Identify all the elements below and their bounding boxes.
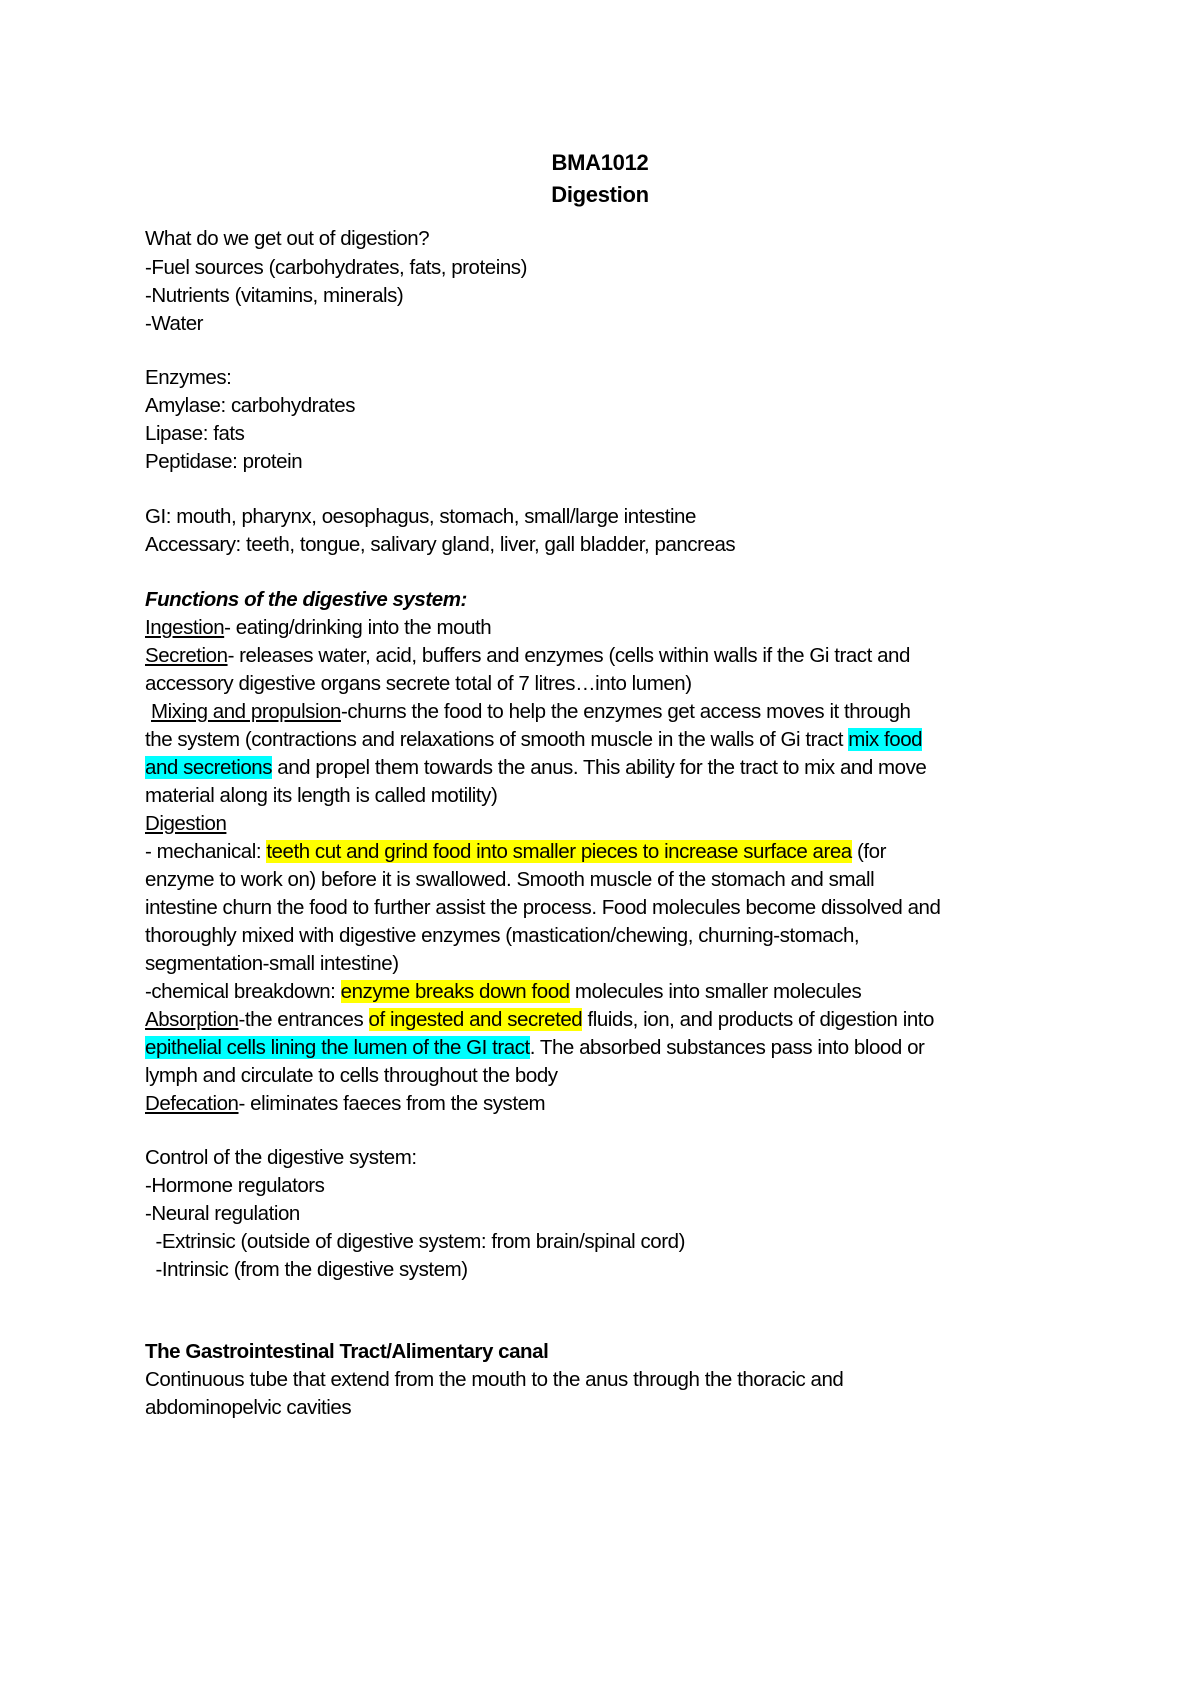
ingestion-term: Ingestion	[145, 616, 225, 639]
accessory-organs: Accessary: teeth, tongue, salivary gland, liver, gall bladder, pancreas	[145, 533, 736, 556]
control-item: -Intrinsic (from the digestive system)	[145, 1258, 468, 1281]
enzymes-heading: Enzymes:	[145, 366, 232, 389]
mixing-term: Mixing and propulsion	[151, 700, 341, 723]
enzyme-item: Peptidase: protein	[145, 450, 303, 473]
gi-organs: GI: mouth, pharynx, oesophagus, stomach, small/large intestine	[145, 505, 696, 528]
digestion-term: Digestion	[145, 812, 227, 835]
gi-tract-line: abdominopelvic cavities	[145, 1396, 352, 1419]
highlight-cyan: and secretions	[145, 756, 273, 779]
mixing-line	[145, 754, 926, 782]
defecation-line	[145, 1090, 545, 1118]
secretion-term: Secretion	[145, 644, 228, 667]
intro-question: What do we get out of digestion?	[145, 227, 430, 250]
control-item: -Hormone regulators	[145, 1174, 325, 1197]
digestion-line	[145, 838, 886, 866]
absorption-line	[145, 1034, 924, 1062]
gi-tract-heading: The Gastrointestinal Tract/Alimentary canal	[145, 1340, 549, 1363]
ingestion-line	[145, 614, 491, 642]
intro-item: -Nutrients (vitamins, minerals)	[145, 284, 404, 307]
ingestion-text: - eating/drinking into the mouth	[224, 616, 492, 639]
highlight-yellow: enzyme breaks down food	[340, 980, 570, 1003]
digestion-line: enzyme to work on) before it is swallowed. Smooth muscle of the stomach and small	[145, 868, 875, 891]
digestion-text: (for	[851, 840, 886, 863]
defecation-term: Defecation	[145, 1092, 239, 1115]
digestion-line	[145, 978, 861, 1006]
highlight-cyan: mix food	[848, 728, 923, 751]
secretion-text: - releases water, acid, buffers and enzymes (cells within walls if the Gi tract and	[227, 644, 910, 667]
absorption-text: fluids, ion, and products of digestion into	[582, 1008, 934, 1031]
absorption-text: . The absorbed substances pass into blood or	[529, 1036, 925, 1059]
mixing-text: -churns the food to help the enzymes get access moves it through	[340, 700, 911, 723]
functions-heading: Functions of the digestive system:	[145, 588, 467, 611]
course-code: BMA1012	[551, 150, 649, 175]
mixing-text: the system (contractions and relaxations of smooth muscle in the walls of Gi tract	[145, 728, 849, 751]
mixing-text: and propel them towards the anus. This ability for the tract to mix and move	[272, 756, 927, 779]
highlight-cyan: epithelial cells lining the lumen of the GI tract	[145, 1036, 530, 1059]
mixing-line: material along its length is called motility)	[145, 784, 498, 807]
control-item: -Neural regulation	[145, 1202, 300, 1225]
absorption-line	[145, 1006, 934, 1034]
digestion-line: segmentation-small intestine)	[145, 952, 399, 975]
highlight-yellow: teeth cut and grind food into smaller pieces to increase surface area	[266, 840, 852, 863]
digestion-line: intestine churn the food to further assist the process. Food molecules become dissolved and	[145, 896, 941, 919]
digestion-text: -chemical breakdown:	[145, 980, 341, 1003]
gi-tract-line: Continuous tube that extend from the mouth to the anus through the thoracic and	[145, 1368, 844, 1391]
intro-item: -Fuel sources (carbohydrates, fats, proteins)	[145, 256, 527, 279]
enzyme-item: Lipase: fats	[145, 422, 245, 445]
secretion-line	[145, 642, 910, 670]
control-heading: Control of the digestive system:	[145, 1146, 417, 1169]
control-item: -Extrinsic (outside of digestive system: from brain/spinal cord)	[145, 1230, 685, 1253]
defecation-text: - eliminates faeces from the system	[238, 1092, 546, 1115]
intro-item: -Water	[145, 312, 204, 335]
digestion-text: - mechanical:	[145, 840, 267, 863]
highlight-yellow: of ingested and secreted	[368, 1008, 583, 1031]
digestion-line: thoroughly mixed with digestive enzymes (mastication/chewing, churning-stomach,	[145, 924, 860, 947]
page-title: Digestion	[551, 182, 649, 207]
secretion-line: accessory digestive organs secrete total of 7 litres…into lumen)	[145, 672, 692, 695]
mixing-line	[145, 726, 922, 754]
enzyme-item: Amylase: carbohydrates	[145, 394, 356, 417]
digestion-text: molecules into smaller molecules	[569, 980, 862, 1003]
mixing-line	[151, 698, 910, 726]
absorption-text: -the entrances	[238, 1008, 369, 1031]
absorption-term: Absorption	[145, 1008, 239, 1031]
absorption-line: lymph and circulate to cells throughout the body	[145, 1064, 558, 1087]
